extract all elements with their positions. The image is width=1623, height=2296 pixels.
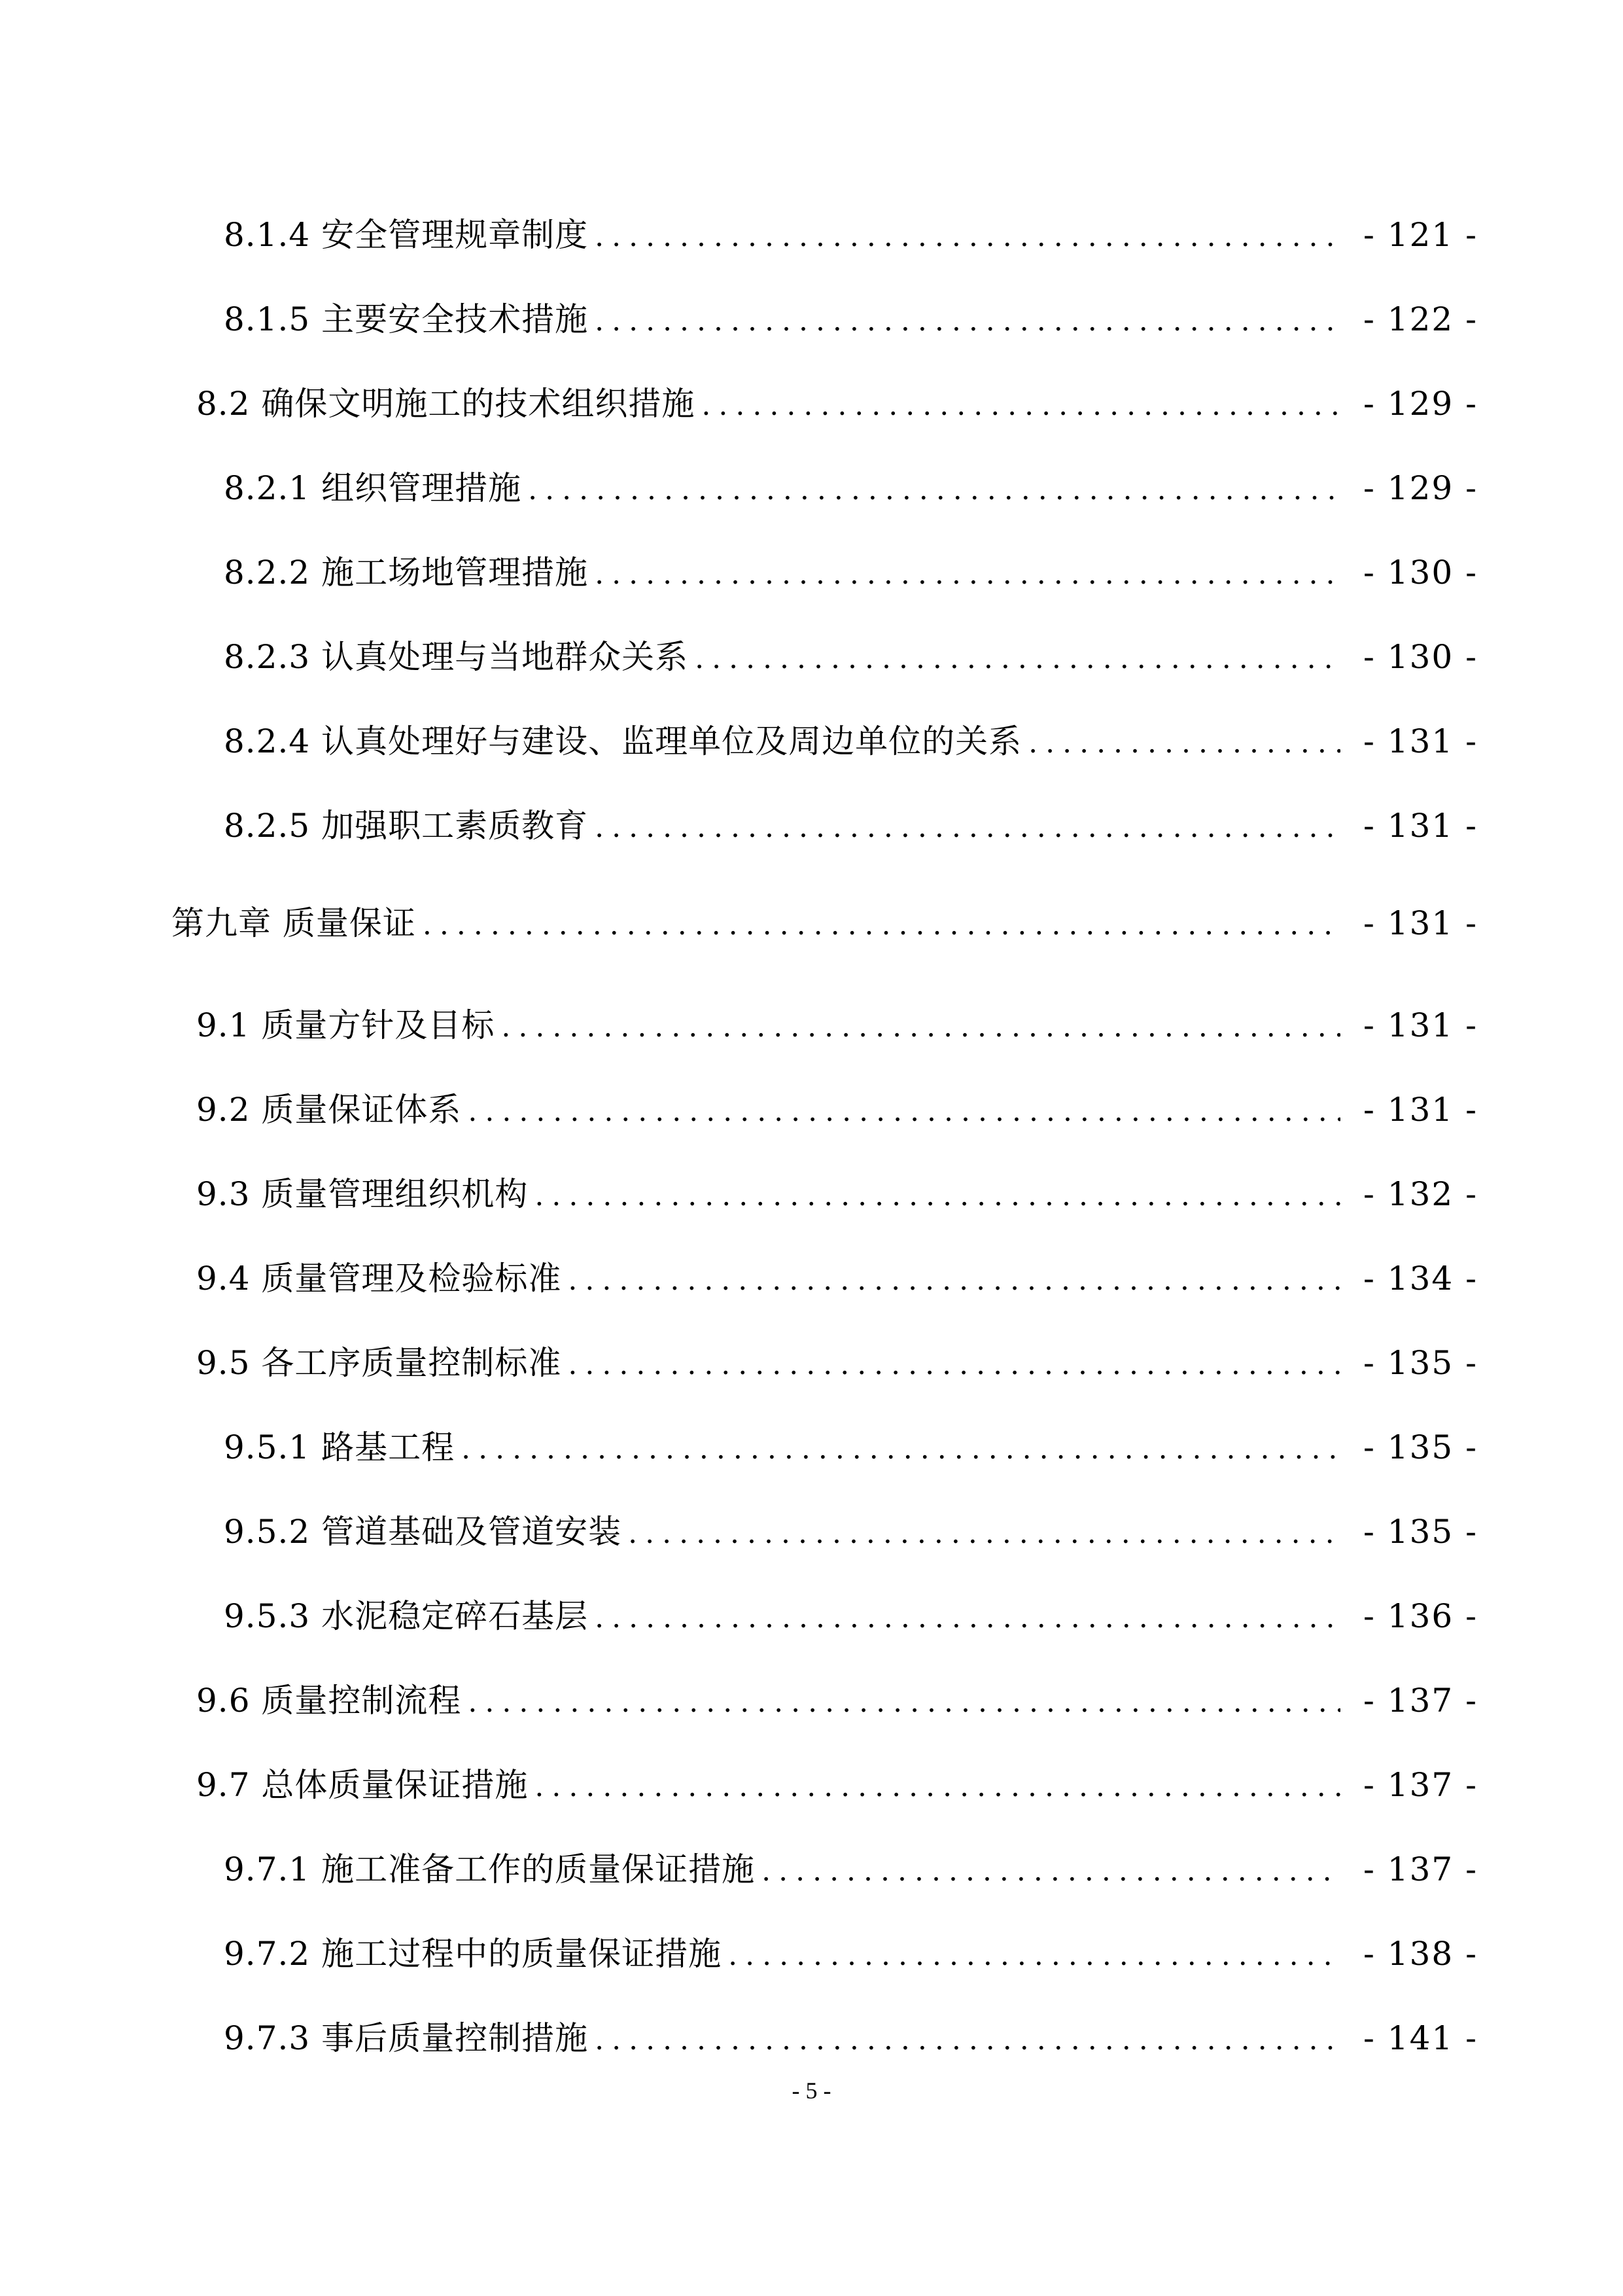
toc-entry[interactable] [224,1424,1478,1470]
toc-entry-page: - 129 - [1363,469,1478,507]
toc-entry-title: 9.7.3 事后质量控制措施 [224,2019,589,2057]
toc-entry[interactable] [196,1340,1478,1386]
toc-entry-title: 9.5.1 路基工程 [224,1428,455,1466]
toc-entry-title: 8.2.1 组织管理措施 [224,469,522,507]
toc-entry[interactable] [224,1509,1478,1555]
toc-entry-page: - 130 - [1363,638,1478,676]
toc-dot-leader [688,636,1340,682]
toc-entry-page: - 131 - [1363,722,1478,760]
toc-entry-page: - 141 - [1363,2019,1478,2057]
toc-dot-leader [416,902,1340,948]
toc-entry[interactable] [224,465,1478,511]
toc-dot-leader [722,1933,1340,1979]
toc-dot-leader [461,1680,1340,1725]
toc-entry[interactable] [196,1762,1478,1808]
toc-dot-leader [521,467,1340,513]
toc-entry-page: - 131 - [1363,1091,1478,1129]
toc-dot-leader [528,1764,1340,1810]
toc-entry[interactable] [196,381,1478,427]
toc-entry-page: - 121 - [1363,216,1478,254]
toc-entry-page: - 135 - [1363,1428,1478,1466]
toc-dot-leader [561,1258,1340,1303]
toc-entry-title: 第九章 质量保证 [171,904,416,942]
toc-dot-leader [1022,720,1340,766]
toc-dot-leader [695,383,1340,429]
toc-entry-title: 9.3 质量管理组织机构 [196,1175,529,1213]
toc-entry-page: - 136 - [1363,1597,1478,1635]
toc-entry-page: - 122 - [1363,300,1478,338]
toc-entry-title: 8.2 确保文明施工的技术组织措施 [196,385,695,423]
toc-entry-title: 9.1 质量方针及目标 [196,1006,495,1044]
toc-entry[interactable] [224,634,1478,680]
toc-entry[interactable] [196,1256,1478,1301]
toc-entry-title: 9.7 总体质量保证措施 [196,1766,529,1804]
toc-entry-title: 9.4 质量管理及检验标准 [196,1260,562,1298]
toc-entry-page: - 135 - [1363,1344,1478,1382]
toc-entry-title: 8.1.4 安全管理规章制度 [224,216,589,254]
toc-dot-leader [461,1089,1340,1135]
toc-entry[interactable] [196,1678,1478,1723]
toc-entry[interactable] [224,803,1478,849]
toc-entry-title: 8.2.5 加强职工素质教育 [224,807,589,845]
toc-dot-leader [528,1173,1340,1219]
toc-entry-page: - 129 - [1363,385,1478,423]
toc-dot-leader [588,1595,1340,1641]
toc-entry-page: - 137 - [1363,1766,1478,1804]
toc-entry-page: - 131 - [1363,904,1478,942]
toc-entry-title: 8.2.3 认真处理与当地群众关系 [224,638,689,676]
toc-entry[interactable] [224,1846,1478,1892]
toc-entry-page: - 137 - [1363,1850,1478,1888]
toc-dot-leader [588,298,1340,344]
toc-entry-title: 9.5.2 管道基础及管道安装 [224,1513,622,1551]
toc-entry-page: - 135 - [1363,1513,1478,1551]
toc-dot-leader [588,214,1340,260]
toc-entry[interactable] [224,1593,1478,1639]
toc-dot-leader [495,1004,1340,1050]
toc-entry-title: 9.5 各工序质量控制标准 [196,1344,562,1382]
toc-entry[interactable] [224,296,1478,342]
toc-entry-title: 9.2 质量保证体系 [196,1091,462,1129]
toc-entry[interactable] [196,1171,1478,1217]
toc-chapter-entry[interactable] [171,900,1478,946]
toc-entry-page: - 130 - [1363,554,1478,592]
toc-entry-title: 8.2.4 认真处理好与建设、监理单位及周边单位的关系 [224,722,1022,760]
toc-dot-leader [588,552,1340,597]
toc-entry-page: - 137 - [1363,1682,1478,1720]
toc-entry-title: 9.7.2 施工过程中的质量保证措施 [224,1935,722,1973]
toc-dot-leader [561,1342,1340,1388]
toc-entry[interactable] [224,212,1478,258]
toc-entry-page: - 138 - [1363,1935,1478,1973]
toc-dot-leader [455,1426,1340,1472]
toc-entry-page: - 131 - [1363,807,1478,845]
toc-entry-page: - 131 - [1363,1006,1478,1044]
toc-dot-leader [588,2017,1340,2063]
toc-dot-leader [755,1848,1340,1894]
toc-entry-title: 9.6 质量控制流程 [196,1682,462,1720]
toc-entry-title: 8.1.5 主要安全技术措施 [224,300,589,338]
toc-entry[interactable] [224,718,1478,764]
toc-entry[interactable] [196,1002,1478,1048]
toc-dot-leader [588,805,1340,851]
toc-entry[interactable] [196,1087,1478,1133]
toc-entry[interactable] [224,1931,1478,1977]
toc-entry-page: - 132 - [1363,1175,1478,1213]
toc-entry[interactable] [224,550,1478,595]
toc-entry-title: 8.2.2 施工场地管理措施 [224,554,589,592]
toc-entry-page: - 134 - [1363,1260,1478,1298]
toc-entry-title: 9.7.1 施工准备工作的质量保证措施 [224,1850,756,1888]
toc-dot-leader [621,1511,1340,1557]
toc-entry-title: 9.5.3 水泥稳定碎石基层 [224,1597,589,1635]
toc-entry[interactable] [224,2015,1478,2061]
page-number: - 5 - [792,2077,831,2104]
